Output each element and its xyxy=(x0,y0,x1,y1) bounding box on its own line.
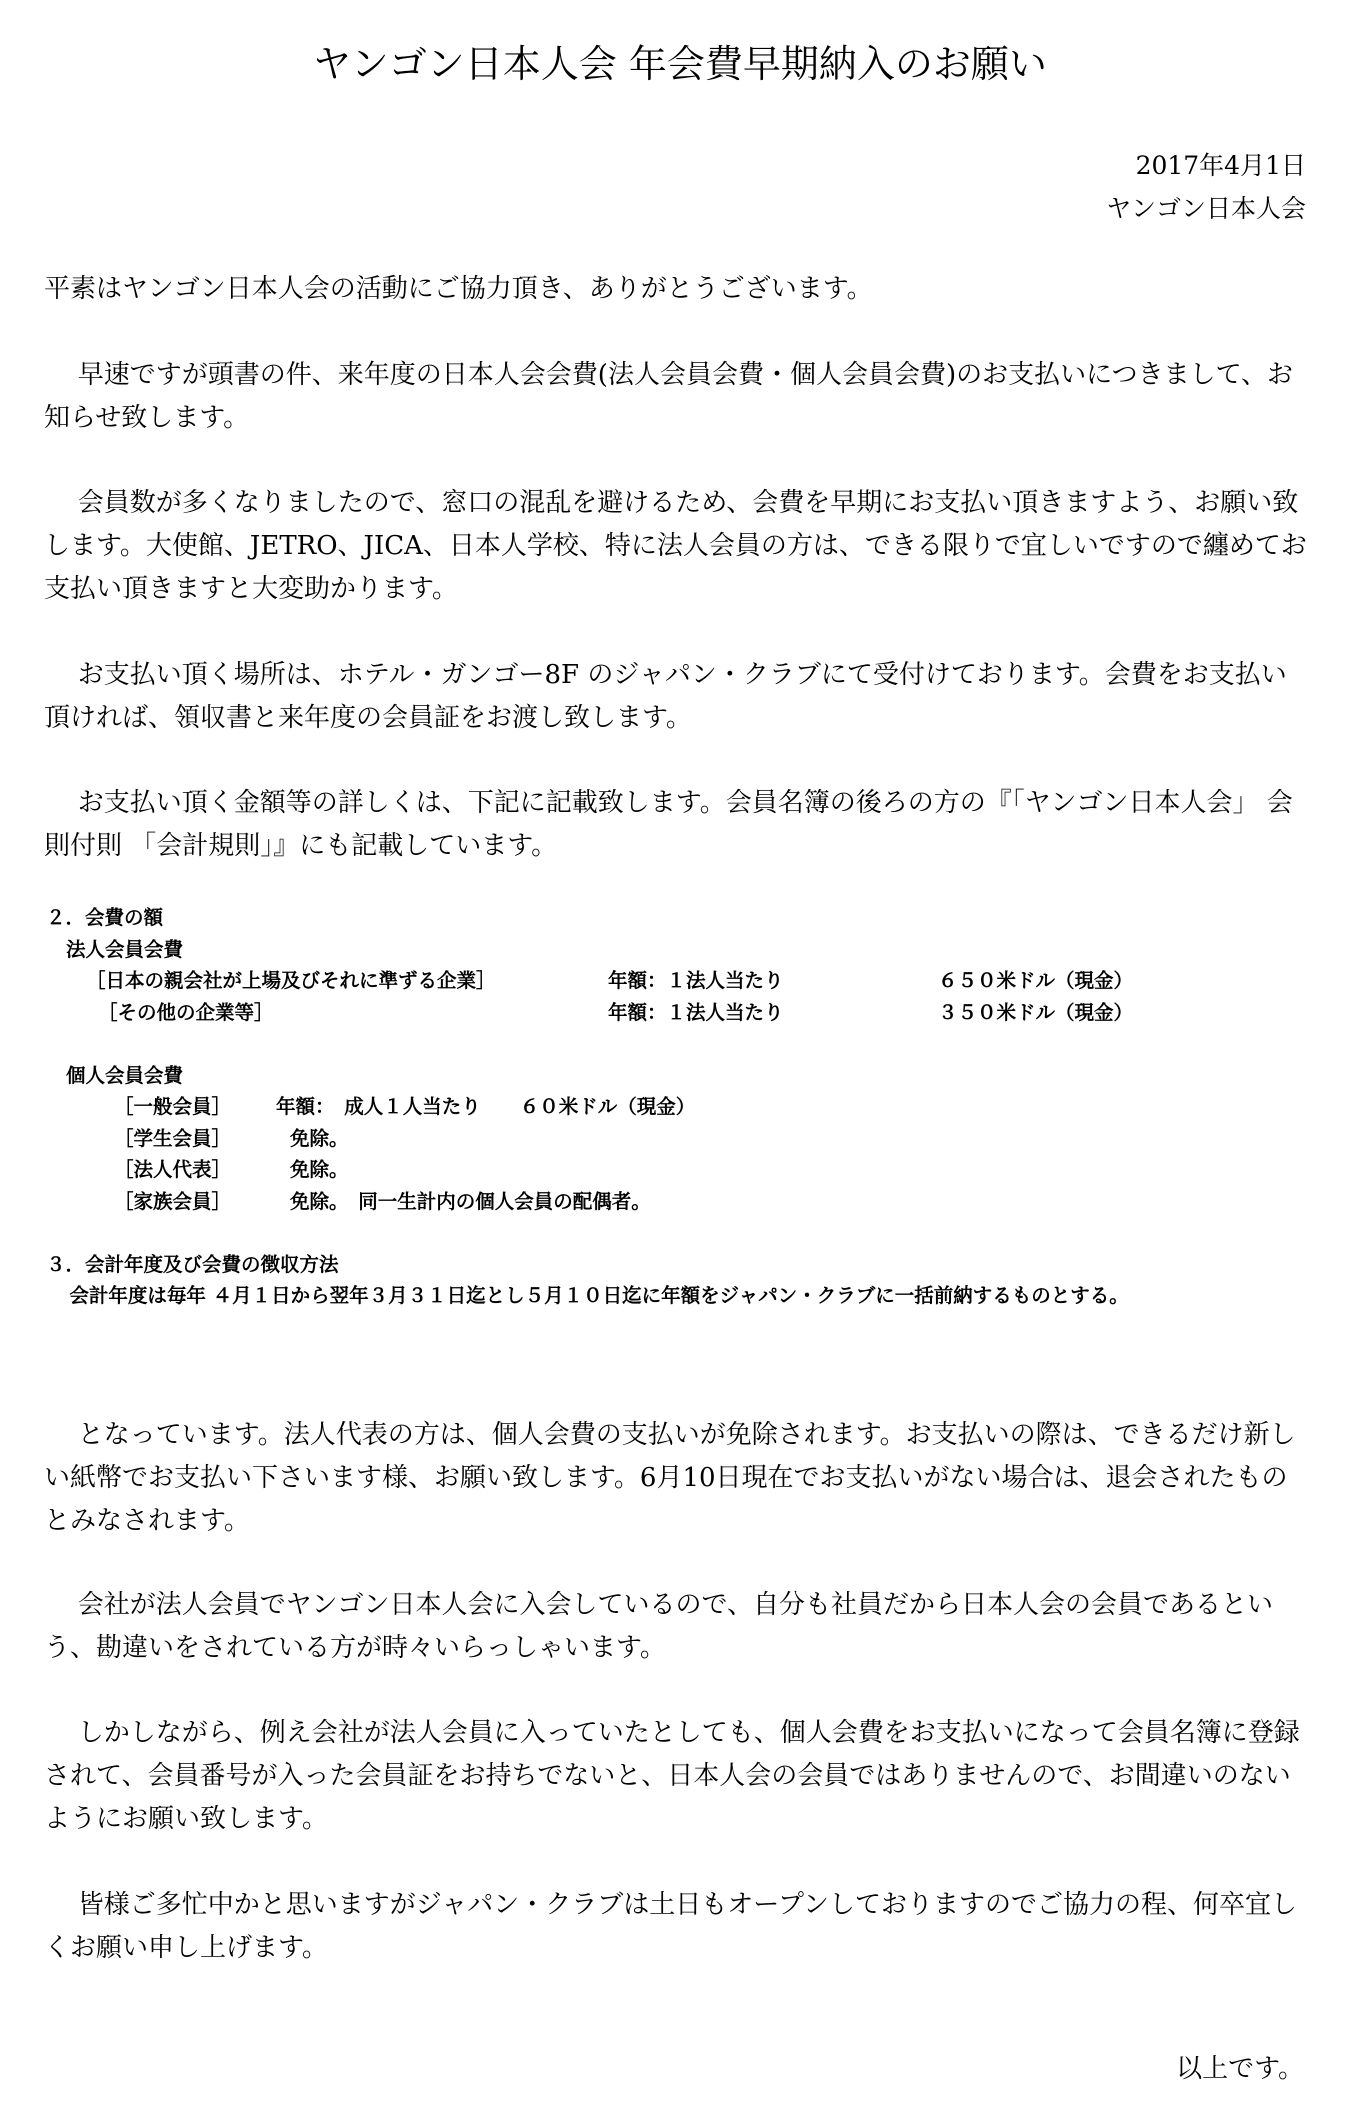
individual-fee-row xyxy=(46,1123,1320,1155)
fee-detail: 免除。 xyxy=(290,1126,349,1150)
fee-detail: 免除。 xyxy=(290,1158,349,1181)
membership-card-paragraph: しかしながら、例え会社が法人会員に入っていたとしても、個人会費をお支払いになって会員名簿に登録されて、会員番号が入った会員証をお持ちでないと、日本人会の会員ではありませんので、お間違いのないようにお願い致します。 xyxy=(44,1718,1300,1834)
fee-category: ［学生会員］ xyxy=(114,1126,232,1150)
individual-fee-row xyxy=(46,1154,1320,1186)
individual-fee-row xyxy=(46,1186,1320,1218)
intro-paragraph: 早速ですが頭書の件、来年度の日本人会会費(法人会員会費・個人会員会費)のお支払いにつきまして、お知らせ致します。 xyxy=(44,360,1294,433)
early-payment-paragraph: 会員数が多くなりましたので、窓口の混乱を避けるため、会費を早期にお支払い頂きますよう、お願い致します。大使館、JETRO、JICA、日本人学校、特に法人会員の方は、できる限りで宜しいですので纏めてお支払い頂きますと大変助かります。 xyxy=(44,488,1307,604)
fee-category: ［家族会員］ xyxy=(114,1189,232,1213)
corporate-fee-heading: 法人会員会費 xyxy=(66,937,184,961)
exemption-paragraph: となっています。法人代表の方は、個人会費の支払いが免除されます。お支払いの際は、できるだけ新しい紙幣でお支払い下さいます様、お願い致します。6月10日現在でお支払いがない場合は、退会されたものとみなされます。 xyxy=(44,1420,1296,1536)
fee-detail: 年額： 成人１人当たり ６０米ドル（現金） xyxy=(276,1095,696,1118)
issuer-name: ヤンゴン日本人会 xyxy=(1106,194,1306,223)
cooperation-paragraph: 皆様ご多忙中かと思いますがジャパン・クラブは土日もオープンしておりますのでご協力の程、何卒宜しくお願い申し上げます。 xyxy=(44,1890,1297,1963)
fee-basis: 年額：１法人当たり xyxy=(608,1000,784,1024)
fee-basis: 年額：１法人当たり xyxy=(608,969,784,992)
fiscal-section-title: ３．会計年度及び会費の徴収方法 xyxy=(46,1252,339,1276)
fee-category: ［一般会員］ xyxy=(114,1095,232,1118)
details-reference-paragraph: お支払い頂く金額等の詳しくは、下記に記載致します。会員名簿の後ろの方の『「ヤンゴン日本人会」 会則付則 「会計規則」』にも記載しています。 xyxy=(44,788,1293,861)
fee-amount: ３５０米ドル（現金） xyxy=(938,1000,1134,1024)
corporate-fee-row xyxy=(46,965,1320,997)
corporate-fee-row xyxy=(46,997,1320,1029)
document-meta xyxy=(1106,144,1306,230)
individual-fee-row xyxy=(46,1091,1320,1123)
fee-amount: ６５０米ドル（現金） xyxy=(938,969,1134,992)
greeting-paragraph: 平素はヤンゴン日本人会の活動にご協力頂き、ありがとうございます。 xyxy=(44,274,873,304)
individual-fee-heading: 個人会員会費 xyxy=(66,1063,184,1087)
fee-category: ［法人代表］ xyxy=(114,1158,232,1181)
fiscal-section-text: 会計年度は毎年 ４月１日から翌年３月３１日迄とし５月１０日迄に年額をジャパン・クラブに一括前納するものとする。 xyxy=(69,1284,1129,1307)
fee-category: ［その他の企業等］ xyxy=(98,1000,274,1024)
fee-category: ［日本の親会社が上場及びそれに準ずる企業］ xyxy=(86,969,496,992)
misunderstanding-paragraph: 会社が法人会員でヤンゴン日本人会に入会しているので、自分も社員だから日本人会の会員であるという、勘違いをされている方が時々いらっしゃいます。 xyxy=(44,1590,1274,1663)
fee-excerpt xyxy=(46,902,1320,1312)
issue-date: 2017年4月1日 xyxy=(1135,151,1306,180)
payment-location-paragraph: お支払い頂く場所は、ホテル・ガンゴー8F のジャパン・クラブにて受付けております。会費をお支払い頂ければ、領収書と来年度の会員証をお渡し致します。 xyxy=(44,660,1287,733)
fee-detail: 免除。 同一生計内の個人会員の配偶者。 xyxy=(290,1189,651,1213)
fee-section-title: ２．会費の額 xyxy=(46,906,164,929)
document-title: ヤンゴン日本人会 年会費早期納入のお願い xyxy=(313,42,1047,86)
closing-remark: 以上です。 xyxy=(1176,2054,1304,2084)
